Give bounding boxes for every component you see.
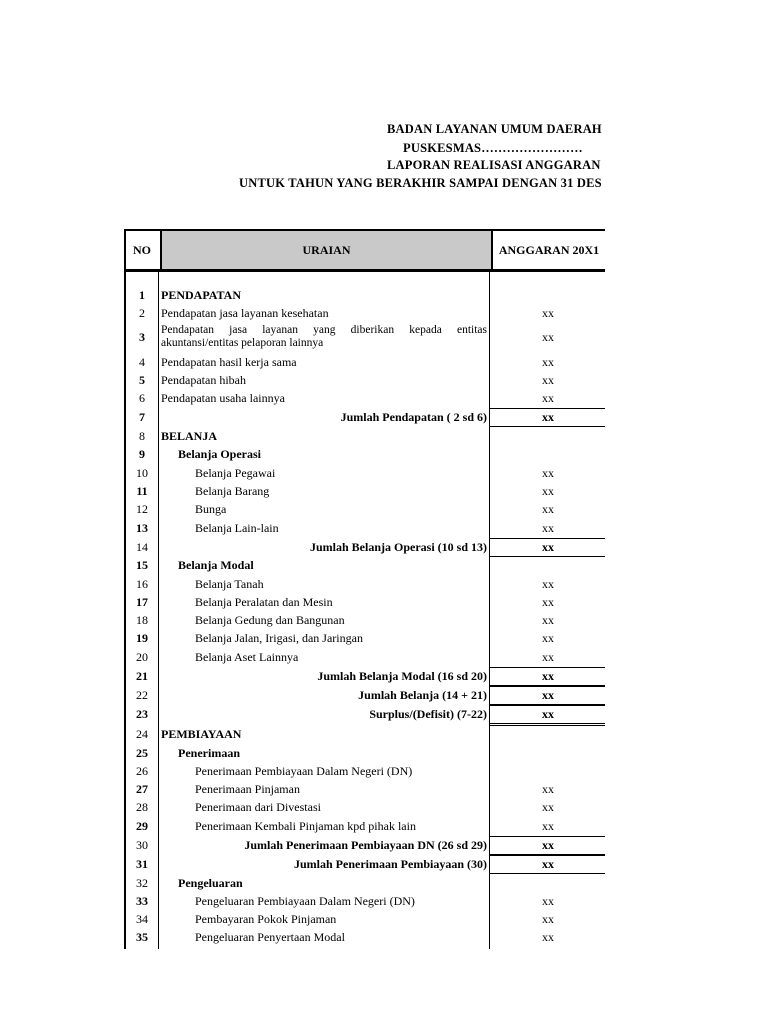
row-label: Penerimaan Pinjaman xyxy=(195,782,300,796)
table-row xyxy=(126,500,605,518)
row-label: Belanja Tanah xyxy=(195,577,264,591)
row-label: Belanja Peralatan dan Mesin xyxy=(195,595,333,609)
row-value: xx xyxy=(542,650,554,664)
row-label: Belanja Jalan, Irigasi, dan Jaringan xyxy=(195,631,363,645)
row-label: Belanja Pegawai xyxy=(195,466,276,480)
row-number: 16 xyxy=(136,577,148,591)
row-value: xx xyxy=(542,466,554,480)
col-header-no: NO xyxy=(133,242,151,257)
row-label: Jumlah Penerimaan Pembiayaan DN (26 sd 29) xyxy=(244,838,487,852)
table-row xyxy=(126,427,605,445)
table-row xyxy=(126,353,605,371)
row-number: 33 xyxy=(136,894,148,908)
row-value: xx xyxy=(542,577,554,591)
table-row-total xyxy=(126,855,605,873)
table-row xyxy=(126,817,605,835)
row-number: 27 xyxy=(136,782,148,796)
col-header-uraian: URAIAN xyxy=(160,231,493,269)
col-header-anggaran: ANGGARAN 20X1 xyxy=(498,242,600,257)
row-number: 19 xyxy=(136,631,148,645)
row-value: xx xyxy=(542,521,554,535)
table-row xyxy=(126,762,605,780)
table-row xyxy=(126,519,605,537)
row-value: xx xyxy=(542,819,554,833)
row-value: xx xyxy=(542,838,554,852)
header-puskesmas: PUSKESMAS…………………… xyxy=(403,141,583,155)
row-value: xx xyxy=(542,330,554,344)
table-row xyxy=(126,371,605,389)
row-number: 24 xyxy=(136,727,148,741)
row-value: xx xyxy=(542,930,554,944)
table-row xyxy=(126,910,605,928)
row-value: xx xyxy=(542,391,554,405)
table-row xyxy=(126,575,605,593)
row-value: xx xyxy=(542,613,554,627)
row-value: xx xyxy=(542,373,554,387)
row-number: 17 xyxy=(136,595,148,609)
table-row xyxy=(126,464,605,482)
row-number: 32 xyxy=(136,876,148,890)
row-label: Pengeluaran xyxy=(178,876,243,890)
table-row xyxy=(126,629,605,647)
row-number: 15 xyxy=(136,558,148,572)
row-value: xx xyxy=(542,631,554,645)
row-number: 35 xyxy=(136,930,148,944)
row-number: 3 xyxy=(139,330,145,344)
row-label: Penerimaan Pembiayaan Dalam Negeri (DN) xyxy=(195,764,413,778)
table-row xyxy=(126,482,605,500)
table-row xyxy=(126,780,605,798)
row-label: Belanja Modal xyxy=(178,558,254,572)
table-row xyxy=(126,445,605,463)
table-row xyxy=(126,928,605,946)
row-value: xx xyxy=(542,800,554,814)
row-label: Belanja Aset Lainnya xyxy=(195,650,299,664)
row-label: PENDAPATAN xyxy=(161,288,241,302)
table-row xyxy=(126,611,605,629)
row-value: xx xyxy=(542,857,554,871)
row-number: 31 xyxy=(136,857,148,871)
row-number: 23 xyxy=(136,707,148,721)
row-number: 12 xyxy=(136,502,148,516)
table-row-total xyxy=(126,538,605,556)
row-label: Belanja Operasi xyxy=(178,447,261,461)
row-value: xx xyxy=(542,410,554,424)
row-label: Pengeluaran Pembiayaan Dalam Negeri (DN) xyxy=(195,894,415,908)
row-label: BELANJA xyxy=(161,429,218,443)
row-number: 10 xyxy=(136,466,148,480)
row-label: Pembayaran Pokok Pinjaman xyxy=(195,912,337,926)
row-value: xx xyxy=(542,707,554,721)
table-row xyxy=(126,892,605,910)
row-label: Belanja Lain-lain xyxy=(195,521,279,535)
table-row xyxy=(126,744,605,762)
row-number: 26 xyxy=(136,764,148,778)
row-value: xx xyxy=(542,688,554,702)
row-number: 30 xyxy=(136,838,148,852)
row-label: Penerimaan Kembali Pinjaman kpd pihak lain xyxy=(195,819,416,833)
table-row-total xyxy=(126,705,605,723)
row-number: 4 xyxy=(139,355,145,369)
row-number: 1 xyxy=(139,288,145,302)
row-number: 6 xyxy=(139,391,145,405)
row-label: Pendapatan hasil kerja sama xyxy=(161,355,297,369)
table-row xyxy=(126,593,605,611)
table-row xyxy=(126,874,605,892)
row-value: xx xyxy=(542,912,554,926)
row-number: 22 xyxy=(136,688,148,702)
header-report-title: LAPORAN REALISASI ANGGARAN xyxy=(387,158,601,172)
table-row xyxy=(126,725,605,743)
header-period: UNTUK TAHUN YANG BERAKHIR SAMPAI DENGAN 31 DES xyxy=(239,176,602,190)
row-label: Jumlah Belanja Modal (16 sd 20) xyxy=(317,669,487,683)
row-label: Belanja Gedung dan Bangunan xyxy=(195,613,345,627)
row-value: xx xyxy=(542,782,554,796)
row-value: xx xyxy=(542,894,554,908)
row-number: 14 xyxy=(136,540,148,554)
row-number: 29 xyxy=(136,819,148,833)
row-label: Pengeluaran Penyertaan Modal xyxy=(195,930,345,944)
row-number: 2 xyxy=(139,306,145,320)
row-number: 25 xyxy=(136,746,148,760)
row-value: xx xyxy=(542,669,554,683)
row-label: Penerimaan xyxy=(178,746,240,760)
table-row xyxy=(126,798,605,816)
row-number: 11 xyxy=(136,484,148,498)
table-row-total xyxy=(126,686,605,704)
row-label: Penerimaan dari Divestasi xyxy=(195,800,321,814)
row-label: Belanja Barang xyxy=(195,484,270,498)
row-value: xx xyxy=(542,540,554,554)
table-row xyxy=(126,322,605,352)
row-value: xx xyxy=(542,502,554,516)
row-label: Jumlah Penerimaan Pembiayaan (30) xyxy=(294,857,487,871)
table-row xyxy=(126,304,605,322)
table-row xyxy=(126,286,605,304)
row-label: Jumlah Belanja (14 + 21) xyxy=(358,688,487,702)
row-number: 9 xyxy=(139,447,145,461)
table-header xyxy=(126,229,605,272)
row-label: Jumlah Pendapatan ( 2 sd 6) xyxy=(340,410,487,424)
row-number: 8 xyxy=(139,429,145,443)
row-number: 18 xyxy=(136,613,148,627)
table-row xyxy=(126,556,605,574)
row-number: 34 xyxy=(136,912,148,926)
row-number: 20 xyxy=(136,650,148,664)
row-value: xx xyxy=(542,355,554,369)
row-label: Surplus/(Defisit) (7-22) xyxy=(369,707,487,721)
row-label: Bunga xyxy=(195,502,227,516)
row-number: 13 xyxy=(136,521,148,535)
table-row xyxy=(126,648,605,666)
row-label: Pendapatan jasa layanan yang diberikan kepada entitas akuntansi/entitas pelaporan lainnya xyxy=(161,324,487,349)
row-label: Pendapatan hibah xyxy=(161,373,246,387)
row-number: 5 xyxy=(139,373,145,387)
row-value: xx xyxy=(542,306,554,320)
row-value: xx xyxy=(542,595,554,609)
row-label: Pendapatan usaha lainnya xyxy=(161,391,285,405)
table-row-total xyxy=(126,836,605,854)
row-label: PEMBIAYAAN xyxy=(161,727,242,741)
header-entity: BADAN LAYANAN UMUM DAERAH xyxy=(387,122,602,136)
row-label: Jumlah Belanja Operasi (10 sd 13) xyxy=(309,540,487,554)
row-label: Pendapatan jasa layanan kesehatan xyxy=(161,306,329,320)
row-value: xx xyxy=(542,484,554,498)
table-row-total xyxy=(126,667,605,685)
row-number: 7 xyxy=(139,410,145,424)
row-number: 28 xyxy=(136,800,148,814)
table-row-total xyxy=(126,408,605,426)
budget-table xyxy=(124,229,605,949)
row-number: 21 xyxy=(136,669,148,683)
table-row xyxy=(126,389,605,407)
